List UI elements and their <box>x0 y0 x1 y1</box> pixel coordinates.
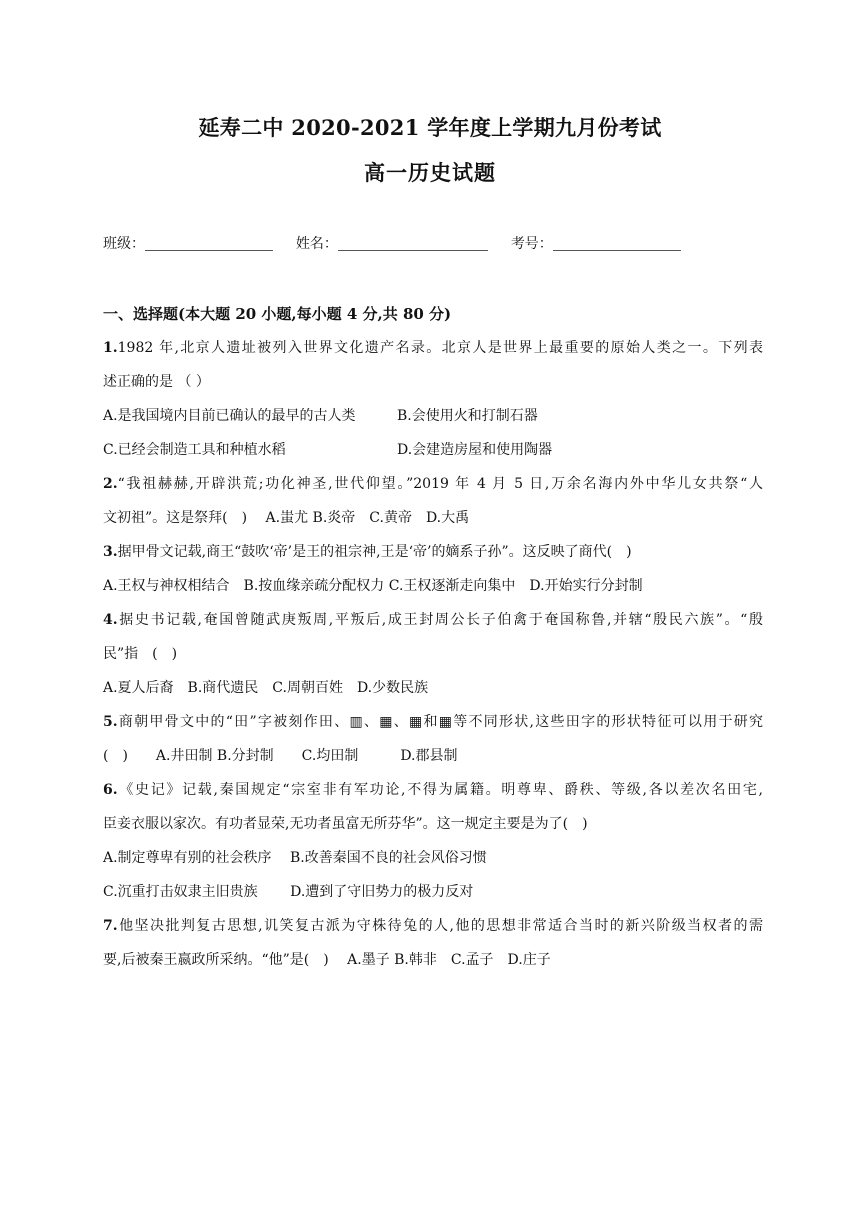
question-line: 臣妾衣服以家次。有功者显荣,无功者虽富无所芬华”。这一规定主要是为了( ) <box>103 816 588 832</box>
name-label: 姓名： <box>295 236 338 252</box>
question-text: 据甲骨文记载,商王“鼓吹‘帝’是王的祖宗神,王是‘帝’的嫡系子孙”。这反映了商代( ) <box>117 544 632 560</box>
question-text: 1982 年,北京人遗址被列入世界文化遗产名录。北京人是世界上最重要的原始人类之一。下列表 <box>117 340 763 356</box>
question-section <box>103 297 763 977</box>
student-info-row <box>103 233 681 253</box>
question-4 <box>103 603 763 705</box>
exam-title: 延寿二中 2020-2021 学年度上学期九月份考试 <box>198 115 662 140</box>
question-text: 据史书记载,奄国曾随武庚叛周,平叛后,成王封周公长子伯禽于奄国称鲁,并辖“殷民六族”。“殷 <box>117 612 763 628</box>
question-line <box>103 773 763 807</box>
section-heading: 一、选择题(本大题 20 小题,每小题 4 分,共 80 分) <box>103 305 452 323</box>
question-number: 7. <box>103 918 118 934</box>
number-blank[interactable] <box>553 236 681 251</box>
question-line <box>103 331 763 365</box>
question-line <box>103 705 763 739</box>
question-line: A.王权与神权相结合 B.按血缘亲疏分配权力 C.王权逐渐走向集中 D.开始实行分封制 <box>103 578 643 594</box>
question-number: 1. <box>103 340 118 356</box>
question-5 <box>103 705 763 773</box>
question-line: A.制定尊卑有别的社会秩序 B.改善秦国不良的社会风俗习惯 <box>103 850 487 866</box>
option-a[interactable]: A.是我国境内目前已确认的最早的古人类 <box>103 408 356 424</box>
question-number: 4. <box>103 612 118 628</box>
question-line: 述正确的是 （ ） <box>103 374 210 390</box>
option-row <box>103 433 763 467</box>
question-line: C.沉重打击奴隶主旧贵族 D.遭到了守旧势力的极力反对 <box>103 884 474 900</box>
question-line <box>103 535 763 569</box>
class-label: 班级： <box>103 236 145 252</box>
name-blank[interactable] <box>338 236 488 251</box>
option-d[interactable]: D.会建造房屋和使用陶器 <box>397 442 553 458</box>
question-line: 民”指 ( ) <box>103 646 178 662</box>
question-line: ( ) A.井田制 B.分封制 C.均田制 D.郡县制 <box>103 748 458 764</box>
option-c[interactable]: C.已经会制造工具和种植水稻 <box>103 442 286 458</box>
question-line <box>103 603 763 637</box>
question-text: 他坚决批判复古思想,讥笑复古派为守株待兔的人,他的思想非常适合当时的新兴阶级当权者的需 <box>117 918 763 934</box>
question-line: 要,后被秦王嬴政所采纳。“他”是( ) A.墨子 B.韩非 C.孟子 D.庄子 <box>103 952 551 968</box>
question-2 <box>103 467 763 535</box>
question-number: 5. <box>103 714 118 730</box>
question-7 <box>103 909 763 977</box>
class-blank[interactable] <box>145 236 273 251</box>
question-6 <box>103 773 763 909</box>
question-text: 《史记》记载,秦国规定“宗室非有军功论,不得为属籍。明尊卑、爵秩、等级,各以差次名田宅, <box>117 782 763 798</box>
question-line <box>103 909 763 943</box>
question-number: 2. <box>103 476 118 492</box>
option-b[interactable]: B.会使用火和打制石器 <box>397 408 538 424</box>
question-text: 商朝甲骨文中的“田”字被刻作田、▥、▦、▦和▦等不同形状,这些田字的形状特征可以用于研究 <box>117 714 763 730</box>
question-line <box>103 467 763 501</box>
number-label: 考号： <box>510 236 553 252</box>
question-3 <box>103 535 763 603</box>
question-number: 3. <box>103 544 118 560</box>
exam-subtitle: 高一历史试题 <box>364 160 496 185</box>
question-1 <box>103 331 763 467</box>
question-line: A.夏人后裔 B.商代遗民 C.周朝百姓 D.少数民族 <box>103 680 429 696</box>
question-line: 文初祖”。这是祭拜( ) A.蚩尤 B.炎帝 C.黄帝 D.大禹 <box>103 510 470 526</box>
question-text: “我祖赫赫,开辟洪荒;功化神圣,世代仰望。”2019 年 4 月 5 日,万余名海内外中华儿女共祭“人 <box>117 476 763 492</box>
option-row <box>103 399 763 433</box>
question-number: 6. <box>103 782 118 798</box>
